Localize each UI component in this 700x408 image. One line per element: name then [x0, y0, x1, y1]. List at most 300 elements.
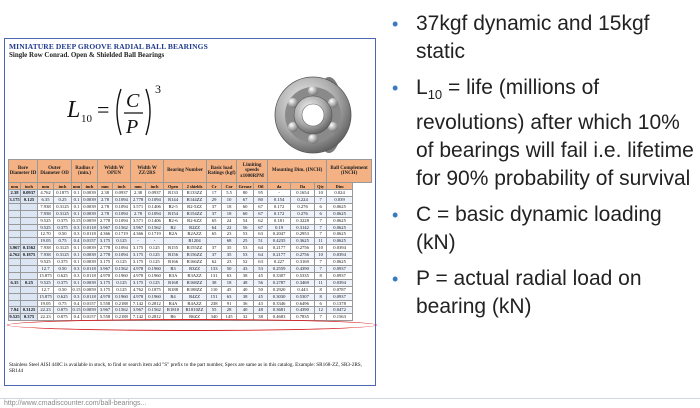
- table-cell: 3.175: [98, 259, 113, 266]
- table-cell: 0.3625: [291, 238, 315, 245]
- table-header-cell: Limiting speeds x1000RPM: [237, 160, 268, 183]
- table-cell: 4.978: [98, 293, 113, 300]
- table-cell: 0.1562: [21, 245, 38, 252]
- table-cell: 6.35: [38, 196, 54, 203]
- table-cell: 0.1562: [113, 224, 131, 231]
- table-subheader-cell: mm: [38, 183, 54, 190]
- table-cell: 0.0394: [327, 245, 353, 252]
- table-cell: R2AZZ: [183, 231, 207, 238]
- table-cell: 56: [254, 279, 268, 286]
- table-cell: 0.2188: [113, 314, 131, 321]
- table-cell: 238: [207, 300, 222, 307]
- table-cell: 53: [237, 231, 254, 238]
- table-cell: 0.1: [72, 203, 82, 210]
- table-cell: 37: [207, 245, 222, 252]
- table-cell: 0.1094: [146, 210, 164, 217]
- life-formula: [67, 79, 177, 146]
- table-cell: 0.1094: [113, 217, 131, 224]
- table-row: [9, 203, 372, 210]
- table-cell: R155ZZ: [183, 245, 207, 252]
- table-cell: R3AZZ: [183, 272, 207, 279]
- table-cell: 48: [237, 279, 254, 286]
- table-cell: R188: [164, 286, 183, 293]
- table-cell: 7.94: [10, 307, 19, 313]
- table-cell: 0.375: [54, 279, 72, 286]
- ball-bearing-icon: [271, 73, 355, 157]
- table-subheader-cell: Da: [291, 183, 315, 190]
- table-subheader-cell: Dim: [327, 183, 353, 190]
- table-cell: R4A: [164, 300, 183, 307]
- table-cell: 3.967: [98, 307, 113, 314]
- bullet-c-definition: [390, 201, 696, 257]
- table-header-cell: Ball Complement (INCH): [327, 160, 372, 183]
- table-cell: 0.4: [72, 300, 82, 307]
- table-cell: 0.0118: [83, 293, 96, 299]
- table-cell: R168ZZ: [183, 279, 207, 286]
- table-cell: 0.875: [54, 314, 72, 321]
- table-cell: 0.1875: [146, 286, 164, 293]
- catalog-image: [4, 38, 376, 386]
- table-row: [9, 259, 372, 266]
- table-cell: 0.1094: [146, 196, 164, 203]
- table-cell: 0.19: [268, 224, 291, 231]
- table-row: [9, 238, 372, 245]
- formula-left-paren: [117, 89, 121, 135]
- table-cell: R4ZZ: [183, 293, 207, 300]
- table-cell: 0.7835: [291, 314, 315, 321]
- table-cell: 7.142: [131, 300, 146, 307]
- table-cell: 0.50: [54, 231, 72, 238]
- table-cell: 0.0625: [327, 238, 353, 245]
- table-cell: 22.23: [38, 314, 54, 321]
- table-row: [9, 245, 372, 252]
- table-cell: 45: [222, 286, 237, 293]
- table-cell: 8: [315, 272, 327, 279]
- table-cell: 0.25: [54, 196, 72, 203]
- table-cell: 18: [222, 203, 237, 210]
- table-cell: 0.181: [268, 217, 291, 224]
- table-cell: 91: [222, 300, 237, 307]
- bullet-dot-icon: •: [392, 78, 399, 98]
- table-cell: R4: [164, 293, 183, 300]
- table-cell: 0.0625: [327, 231, 353, 238]
- table-cell: 0.1: [72, 259, 82, 266]
- table-cell: 0.227: [268, 259, 291, 266]
- table-cell: 0.024: [327, 190, 353, 197]
- table-cell: [207, 238, 222, 245]
- table-cell: 0.1562: [113, 307, 131, 314]
- table-cell: 17: [207, 190, 222, 197]
- table-cell: 43: [254, 300, 268, 307]
- table-cell: 12.7: [38, 265, 54, 272]
- table-cell: 68: [222, 238, 237, 245]
- bullet-subscript: 10: [427, 87, 443, 103]
- table-cell: 0.0059: [83, 307, 96, 313]
- table-cell: 0.1406: [146, 217, 164, 224]
- table-cell: 3.175: [98, 238, 113, 245]
- table-cell: 0.15: [72, 217, 81, 223]
- table-cell: 0.1960: [146, 265, 164, 272]
- table-cell: 0.75: [54, 238, 72, 245]
- table-cell: 9.525: [38, 217, 54, 224]
- table-cell: 2.78: [131, 210, 146, 217]
- highlight-ellipse: [7, 319, 377, 331]
- table-cell: 0.5307: [291, 293, 315, 300]
- table-cell: 10: [315, 190, 327, 197]
- table-cell: 0.1875: [21, 252, 38, 259]
- table-cell: 0.443: [291, 286, 315, 293]
- table-cell: 0.276: [291, 203, 315, 210]
- table-row: [9, 286, 372, 293]
- table-cell: 0.75: [54, 300, 72, 307]
- table-cell: 0.1562: [146, 307, 164, 314]
- table-cell: 7: [315, 196, 327, 203]
- table-subheader-cell: mm: [72, 183, 81, 189]
- table-cell: 110: [207, 286, 222, 293]
- table-cell: -: [268, 190, 291, 197]
- table-cell: 0.1875: [54, 190, 72, 197]
- table-cell: 9.525: [38, 224, 54, 231]
- table-cell: [9, 300, 21, 307]
- table-cell: 19.05: [38, 300, 54, 307]
- table-subheader-cell: 2 shields: [183, 183, 207, 190]
- table-cell: R2A: [164, 231, 183, 238]
- table-cell: 0.2953: [291, 231, 315, 238]
- bullet-dot-icon: •: [392, 14, 399, 34]
- table-cell: 0.1094: [113, 196, 131, 203]
- table-header-cell: Mounting Dim. (INCH): [268, 160, 327, 183]
- table-cell: 9.525: [38, 279, 54, 286]
- table-cell: 54: [237, 217, 254, 224]
- bullet-text: P = actual radial load on bearing (kN): [416, 267, 642, 319]
- catalog-footnote: Stainless Steel AISI 440C is available in stock, to find or search item add "S" prefix to the part number, Specs are same as in this catalog. Example: SR168-ZZ, SR3-2RS, SR144: [9, 362, 362, 375]
- table-cell: [21, 259, 38, 266]
- table-cell: 62: [254, 217, 268, 224]
- table-cell: 53: [237, 245, 254, 252]
- table-cell: R166ZZ: [183, 259, 207, 266]
- table-cell: R133: [164, 190, 183, 197]
- table-subheader-cell: inch: [146, 183, 164, 190]
- table-cell: [21, 272, 38, 279]
- table-cell: 50: [222, 265, 237, 272]
- table-cell: 0.039: [327, 196, 353, 203]
- table-cell: [21, 238, 38, 245]
- table-cell: [9, 231, 21, 238]
- table-cell: 0.125: [146, 252, 164, 259]
- table-cell: 0.3228: [291, 217, 315, 224]
- table-subheader-cell: Cor: [222, 183, 237, 190]
- table-cell: 0.3125: [21, 307, 38, 314]
- table-cell: 133: [207, 265, 222, 272]
- table-cell: 0.0937: [327, 293, 353, 300]
- table-subheader-cell: Qty: [315, 183, 327, 190]
- table-cell: 4.366: [131, 231, 146, 238]
- table-cell: [9, 210, 21, 217]
- table-cell: 52: [237, 259, 254, 266]
- bullet-text-rest: = life (millions of revolutions) after which 10% of bearings will fail i.e. lifetime for 90% probability of survival: [416, 76, 694, 191]
- table-cell: 10: [315, 252, 327, 259]
- table-cell: 65: [207, 231, 222, 238]
- table-cell: 0.125: [21, 196, 38, 203]
- table-cell: 0.3469: [291, 279, 315, 286]
- table-cell: 3.967: [98, 265, 113, 272]
- table-cell: 9.525: [38, 259, 54, 266]
- formula-svg: [67, 79, 177, 141]
- bullet-text: L: [416, 76, 428, 99]
- table-header-cell: Basic load Ratings (kgf): [207, 160, 237, 183]
- table-cell: 0.3346: [268, 300, 291, 307]
- table-cell: 38: [254, 314, 268, 321]
- formula-exponent: 3: [155, 82, 161, 96]
- table-cell: 64: [254, 252, 268, 259]
- table-cell: 0.3125: [54, 245, 72, 252]
- table-header-cell: Outer Diameter OD: [38, 160, 72, 183]
- table-cell: 2.78: [98, 196, 113, 203]
- table-cell: 4.366: [98, 231, 113, 238]
- table-cell: [21, 265, 38, 272]
- table-header-cell: Width W OPEN: [98, 160, 131, 183]
- table-cell: 0.1654: [291, 190, 315, 197]
- table-cell: 60: [237, 203, 254, 210]
- table-cell: 0.0118: [83, 265, 96, 271]
- table-cell: 0.125: [113, 279, 131, 286]
- table-cell: [9, 224, 21, 231]
- table-cell: R3ZZ: [183, 265, 207, 272]
- table-cell: 22.23: [38, 307, 54, 314]
- table-cell: 0.15: [72, 286, 81, 292]
- table-cell: R156ZZ: [183, 252, 207, 259]
- table-cell: 95: [254, 190, 268, 197]
- table-cell: 340: [207, 314, 222, 321]
- table-cell: R2-5: [164, 203, 183, 210]
- bullet-l10: [390, 74, 696, 193]
- table-cell: 5.5: [222, 190, 237, 197]
- table-cell: [9, 265, 21, 272]
- table-cell: [164, 238, 183, 245]
- table-cell: 2.38: [98, 190, 113, 197]
- table-cell: R188ZZ: [183, 286, 207, 293]
- table-cell: 3.175: [9, 196, 20, 202]
- table-cell: R1810ZZ: [183, 307, 207, 314]
- table-cell: 0.2188: [113, 300, 131, 307]
- table-cell: R144: [164, 196, 183, 203]
- bullet-list: [390, 10, 696, 329]
- table-cell: R144ZZ: [183, 196, 207, 203]
- table-cell: 0.125: [146, 259, 164, 266]
- table-cell: 35: [222, 245, 237, 252]
- table-subheader-cell: inch: [113, 183, 131, 190]
- table-cell: 38: [237, 272, 254, 279]
- table-cell: 60: [237, 210, 254, 217]
- table-cell: 0.1406: [146, 203, 164, 210]
- table-cell: 0.2047: [268, 231, 291, 238]
- table-cell: 0.0625: [327, 217, 353, 224]
- table-cell: 0.375: [54, 217, 72, 224]
- table-row: [9, 231, 372, 238]
- table-cell: 0.1: [72, 196, 82, 203]
- table-cell: R3A: [164, 272, 183, 279]
- table-cell: 63: [254, 259, 268, 266]
- table-cell: 12: [315, 307, 327, 314]
- table-cell: 38: [207, 279, 222, 286]
- table-cell: 7: [315, 217, 327, 224]
- table-cell: 0.875: [54, 307, 72, 314]
- table-cell: R2-5ZZ: [183, 203, 207, 210]
- table-cell: 12.70: [38, 231, 54, 238]
- table-cell: R2-6: [164, 217, 183, 224]
- table-cell: 0.0937: [21, 190, 38, 197]
- table-cell: 0.0937: [146, 190, 164, 197]
- table-cell: 0.1094: [113, 210, 131, 217]
- table-cell: 65: [207, 217, 222, 224]
- table-cell: 2.78: [98, 203, 113, 210]
- table-cell: 22: [222, 224, 237, 231]
- table-cell: -: [146, 238, 164, 245]
- table-cell: 15.875: [39, 293, 52, 299]
- table-cell: 0.4: [72, 314, 82, 321]
- table-cell: 7.142: [131, 314, 146, 321]
- table-cell: R154: [164, 210, 183, 217]
- table-cell: 0.1094: [113, 203, 131, 210]
- table-cell: 4.978: [131, 265, 146, 272]
- table-cell: 0.0625: [327, 224, 353, 231]
- table-cell: 0.0157: [83, 300, 96, 306]
- table-cell: 32: [237, 314, 254, 321]
- table-cell: 2.778: [98, 252, 113, 259]
- table-cell: 5.558: [98, 300, 113, 307]
- table-cell: 0.625: [54, 293, 72, 300]
- table-subheader-cell: Cr: [207, 183, 222, 190]
- table-cell: 6: [315, 203, 327, 210]
- table-cell: 7: [315, 314, 327, 321]
- table-cell: [9, 286, 21, 293]
- table-cell: 0.25: [21, 279, 38, 286]
- table-subheader-cell: Open: [164, 183, 183, 190]
- table-cell: 0.125: [146, 245, 164, 252]
- table-cell: 0.0157: [83, 314, 96, 320]
- table-cell: 3.967: [9, 245, 20, 251]
- table-cell: 0.0118: [83, 224, 96, 230]
- table-cell: 63: [222, 272, 237, 279]
- table-row: [9, 252, 372, 259]
- table-subheader-cell: mm: [9, 183, 21, 190]
- table-cell: 4.762: [9, 252, 20, 258]
- table-cell: 25: [237, 238, 254, 245]
- table-cell: 45: [254, 272, 268, 279]
- table-cell: 0.125: [113, 286, 131, 293]
- table-cell: 67: [254, 203, 268, 210]
- table-cell: 0.0625: [327, 259, 353, 266]
- catalog-title: MINIATURE DEEP GROOVE RADIAL BALL BEARINGS: [9, 42, 208, 51]
- table-cell: 64: [254, 245, 268, 252]
- table-cell: -: [131, 238, 146, 245]
- bullet-dot-icon: •: [392, 205, 399, 226]
- bullet-p-definition: [390, 265, 696, 321]
- table-row: [9, 265, 372, 272]
- table-cell: 151: [207, 293, 222, 300]
- table-cell: 0.1: [72, 252, 82, 259]
- table-header-cell: Radius r (min.): [72, 160, 98, 183]
- table-cell: 0.4390: [291, 307, 315, 314]
- table-cell: 40: [237, 286, 254, 293]
- table-cell: R2-6ZZ: [183, 217, 207, 224]
- table-cell: 19.05: [38, 238, 54, 245]
- table-cell: 0.5335: [291, 272, 315, 279]
- table-cell: 0.0039: [83, 252, 96, 258]
- table-cell: [9, 217, 21, 224]
- table-cell: 15.875: [39, 272, 52, 278]
- formula-right-paren: [146, 89, 150, 135]
- table-cell: 0.0472: [327, 307, 353, 314]
- table-cell: 48: [254, 307, 268, 314]
- source-url: http://www.cmadiscounter.com/ball-bearings...: [4, 400, 147, 407]
- table-cell: 80: [254, 196, 268, 203]
- table-cell: 0.1960: [113, 293, 131, 300]
- table-cell: 0.1: [72, 245, 82, 252]
- table-subheader-cell: da: [268, 183, 291, 190]
- table-cell: 9.525: [9, 314, 20, 320]
- catalog-subtitle: Single Row Conrad. Open & Shielded Ball Bearings: [9, 51, 165, 59]
- table-cell: R6: [164, 314, 183, 321]
- table-cell: 0.3: [72, 224, 82, 231]
- bullet-load-ratings: [390, 10, 696, 66]
- table-cell: R133ZZ: [183, 190, 207, 197]
- table-cell: 0.2787: [268, 279, 291, 286]
- table-cell: 0.0118: [83, 272, 96, 278]
- table-cell: 0.3681: [268, 307, 291, 314]
- table-cell: 0.0394: [327, 279, 353, 286]
- table-cell: R6ZZ: [183, 314, 207, 321]
- table-cell: 0.3125: [54, 252, 72, 259]
- table-cell: 7: [315, 231, 327, 238]
- table-cell: 10: [222, 196, 237, 203]
- table-cell: 23: [222, 231, 237, 238]
- table-cell: 7.938: [38, 203, 54, 210]
- table-cell: 5.558: [98, 314, 113, 321]
- table-cell: 0.1378: [327, 300, 353, 307]
- table-cell: 0.2756: [291, 252, 315, 259]
- table-cell: [21, 210, 38, 217]
- table-row: [9, 307, 372, 314]
- table-cell: 3.175: [131, 279, 146, 286]
- table-cell: 0.0394: [327, 252, 353, 259]
- table-cell: 0.2920: [268, 286, 291, 293]
- table-cell: 63: [222, 293, 237, 300]
- table-cell: 0.1: [72, 190, 82, 197]
- table-row: [9, 210, 372, 217]
- table-cell: 7.938: [38, 245, 54, 252]
- table-cell: 3.967: [131, 307, 146, 314]
- table-cell: 0.1562: [113, 265, 131, 272]
- table-row: [9, 300, 372, 307]
- table-cell: 0.276: [291, 210, 315, 217]
- table-cell: R168: [164, 279, 183, 286]
- table-cell: 29: [207, 196, 222, 203]
- table-cell: 63: [254, 231, 268, 238]
- table-cell: 0.1: [72, 210, 82, 217]
- table-cell: R154ZZ: [183, 210, 207, 217]
- table-cell: 0.4683: [268, 314, 291, 321]
- table-cell: 80: [237, 190, 254, 197]
- table-cell: 131: [207, 272, 222, 279]
- table-cell: 0.1719: [113, 231, 131, 238]
- table-cell: 0.1960: [146, 293, 164, 300]
- table-cell: 0.0059: [83, 286, 96, 292]
- footer-divider: [0, 398, 700, 399]
- table-cell: 3.967: [131, 224, 146, 231]
- table-cell: 8: [315, 286, 327, 293]
- table-subheader-cell: Grease: [237, 183, 254, 190]
